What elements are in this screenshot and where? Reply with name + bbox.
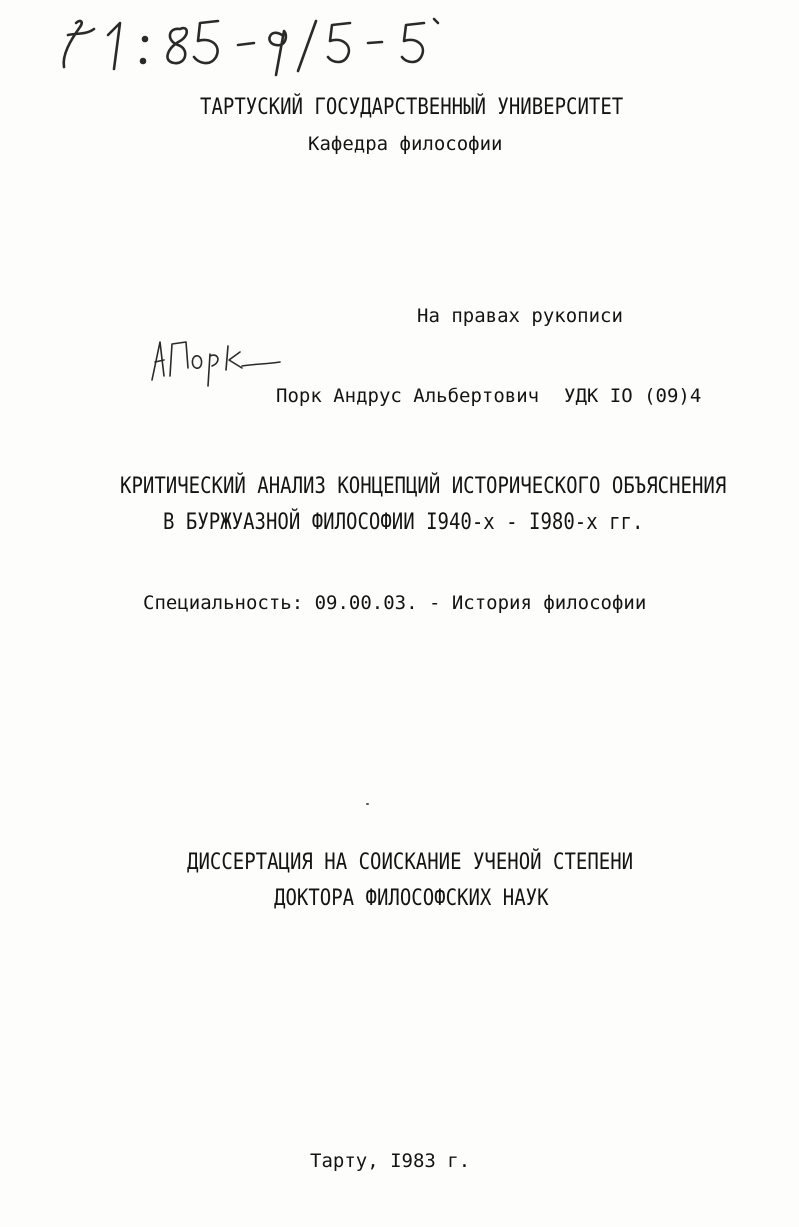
specialty: Специальность: 09.00.03. - История философии bbox=[143, 592, 647, 614]
manuscript-rights: На правах рукописи bbox=[417, 305, 623, 327]
dissertation-title-line1: КРИТИЧЕСКИЙ АНАЛИЗ КОНЦЕПЦИЙ ИСТОРИЧЕСКОГО ОБЪЯСНЕНИЯ bbox=[120, 473, 727, 499]
handwritten-reference bbox=[50, 5, 450, 85]
udc-code: УДК IO (09)4 bbox=[564, 385, 702, 407]
degree-line1: ДИССЕРТАЦИЯ НА СОИСКАНИЕ УЧЕНОЙ СТЕПЕНИ bbox=[187, 849, 634, 875]
department-name: Кафедра философии bbox=[308, 133, 503, 155]
dissertation-title-line2: В БУРЖУАЗНОЙ ФИЛОСОФИИ I940-х - I980-х гг. bbox=[163, 509, 644, 535]
paper-speck bbox=[366, 803, 369, 805]
degree-line2: ДОКТОРА ФИЛОСОФСКИХ НАУК bbox=[274, 885, 549, 911]
handwritten-signature bbox=[142, 328, 292, 398]
place-and-year: Тарту, I983 г. bbox=[310, 1150, 471, 1172]
university-name: ТАРТУСКИЙ ГОСУДАРСТВЕННЫЙ УНИВЕРСИТЕТ bbox=[200, 94, 624, 120]
author-name: Порк Андрус Альбертович bbox=[276, 385, 540, 407]
